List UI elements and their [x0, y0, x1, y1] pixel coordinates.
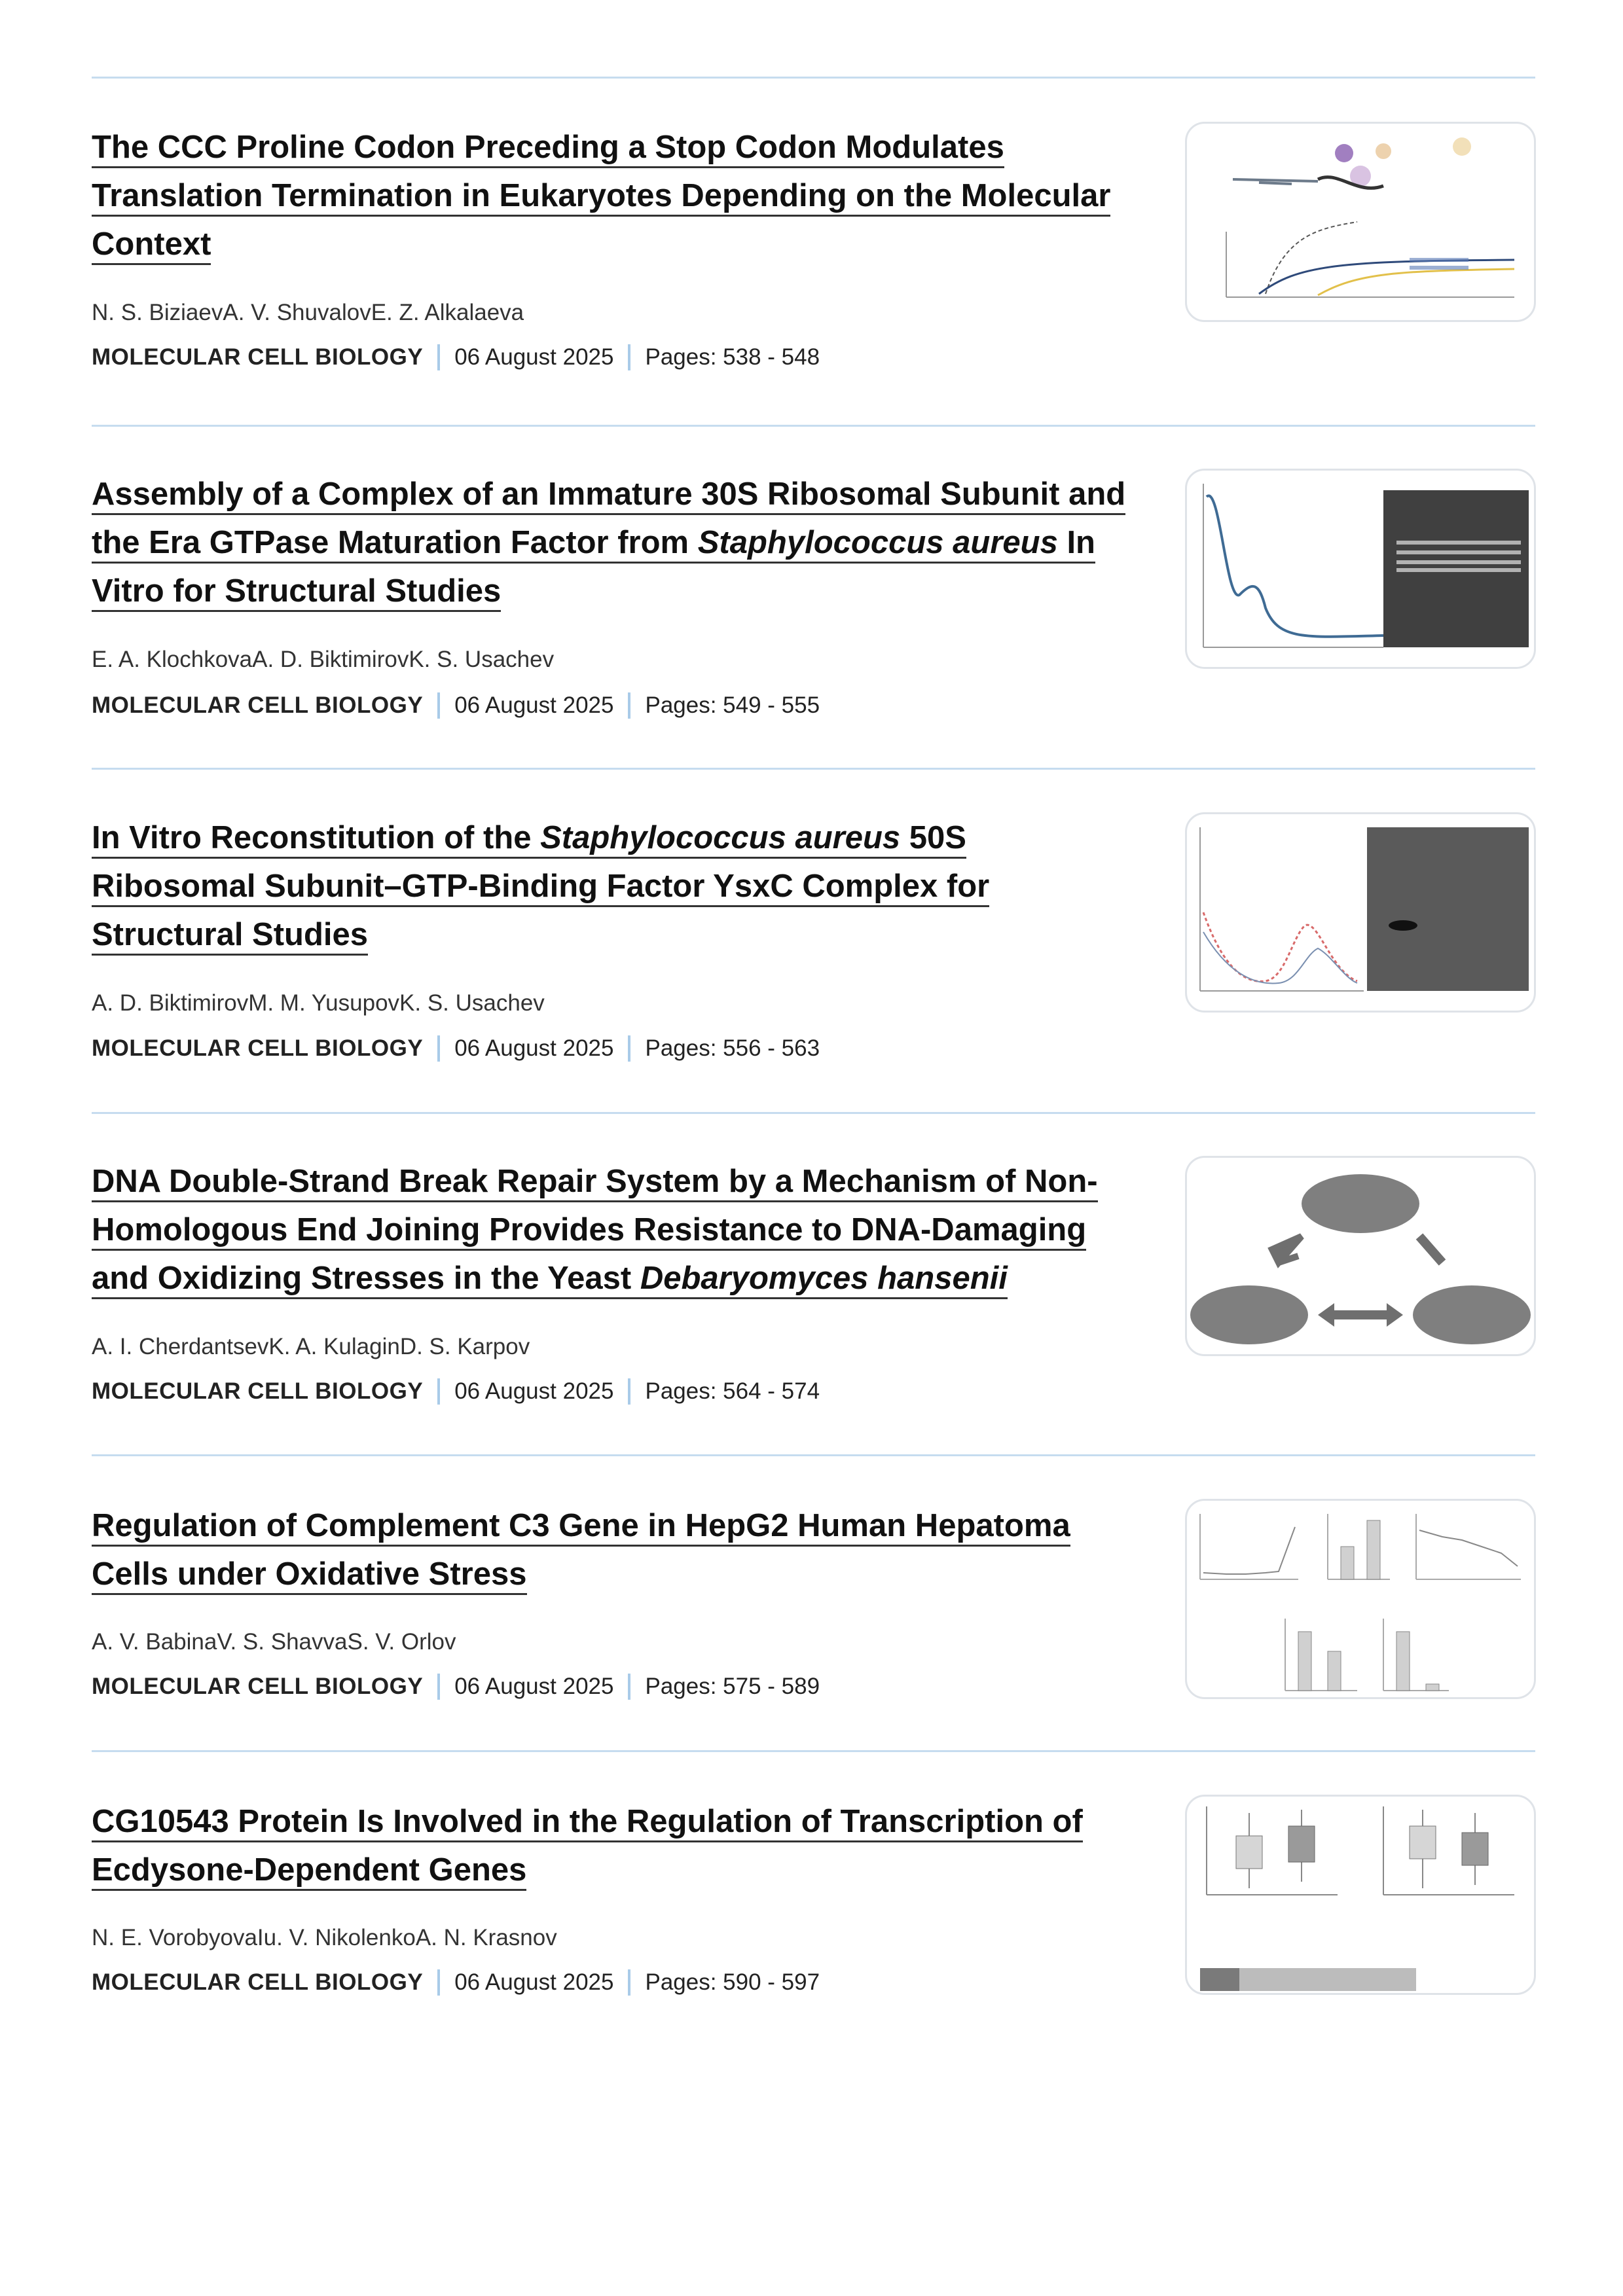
article-title[interactable] — [92, 1797, 1146, 1894]
divider — [92, 1112, 1535, 1114]
divider — [92, 1454, 1535, 1456]
title-text[interactable]: 50S — [900, 820, 966, 855]
article-title-link[interactable] — [92, 820, 989, 956]
section-label: MOLECULAR CELL BIOLOGY — [92, 1674, 424, 1699]
meta-separator — [437, 1674, 440, 1700]
article-title-link[interactable] — [92, 130, 1110, 265]
publish-date: 06 August 2025 — [454, 1969, 614, 1995]
kinetics-curve-figure-icon — [1187, 124, 1534, 320]
title-line[interactable] — [92, 1261, 1008, 1299]
title-line[interactable]: Vitro for Structural Studies — [92, 573, 501, 612]
article-authors: A. D. BiktimirovM. M. YusupovK. S. Usachev — [92, 990, 545, 1016]
article-authors: A. V. BabinaV. S. ShavvaS. V. Orlov — [92, 1629, 456, 1655]
article-title[interactable] — [92, 470, 1146, 615]
multi-panel-bar-charts-figure-icon — [1187, 1501, 1534, 1697]
section-label: MOLECULAR CELL BIOLOGY — [92, 1378, 424, 1404]
article-title[interactable] — [92, 123, 1146, 268]
title-line[interactable]: DNA Double-Strand Break Repair System by a Mechanism of Non- — [92, 1164, 1098, 1202]
title-line[interactable]: Assembly of a Complex of an Immature 30S Ribosomal Subunit and — [92, 476, 1125, 515]
article-title-link[interactable] — [92, 476, 1125, 612]
page-range: Pages: 590 - 597 — [645, 1969, 820, 1995]
meta-separator — [628, 1674, 630, 1700]
article-meta — [92, 1034, 820, 1063]
title-text[interactable]: In — [1057, 525, 1095, 560]
meta-separator — [628, 1969, 630, 1996]
title-line[interactable]: CG10543 Protein Is Involved in the Regulation of Transcription of — [92, 1804, 1083, 1842]
page-range: Pages: 575 - 589 — [645, 1674, 820, 1699]
article-figure-thumbnail[interactable] — [1185, 122, 1536, 322]
title-italic-species[interactable]: Staphylococcus aureus — [540, 820, 901, 855]
article-meta — [92, 1968, 820, 1997]
publish-date: 06 August 2025 — [454, 1035, 614, 1061]
divider — [92, 1750, 1535, 1752]
title-line[interactable]: Ribosomal Subunit–GTP-Binding Factor YsxC Complex for — [92, 869, 989, 907]
title-text[interactable]: and Oxidizing Stresses in the Yeast — [92, 1261, 640, 1296]
title-line[interactable]: Structural Studies — [92, 917, 368, 956]
article-title-link[interactable] — [92, 1804, 1083, 1891]
title-italic-species[interactable]: Debaryomyces hansenii — [640, 1261, 1008, 1296]
publish-date: 06 August 2025 — [454, 692, 614, 718]
publish-date: 06 August 2025 — [454, 1378, 614, 1404]
title-line[interactable]: Translation Termination in Eukaryotes Depending on the Molecular — [92, 178, 1110, 217]
divider — [92, 768, 1535, 770]
section-label: MOLECULAR CELL BIOLOGY — [92, 1035, 424, 1061]
article-title[interactable] — [92, 1501, 1146, 1598]
title-line[interactable] — [92, 820, 966, 859]
meta-separator — [437, 1969, 440, 1996]
meta-separator — [628, 1035, 630, 1062]
title-text[interactable]: In Vitro Reconstitution of the — [92, 820, 541, 855]
article-meta — [92, 1377, 820, 1406]
title-italic-species[interactable]: Staphylococcus aureus — [697, 525, 1058, 560]
section-label: MOLECULAR CELL BIOLOGY — [92, 1969, 424, 1995]
meta-separator — [628, 1378, 630, 1405]
sequence-identity-triangle-figure-icon — [1187, 1158, 1534, 1354]
gradient-profile-and-gel-figure-icon — [1187, 471, 1534, 667]
article-title-link[interactable] — [92, 1508, 1070, 1595]
title-text[interactable]: the Era GTPase Maturation Factor from — [92, 525, 698, 560]
article-authors: A. I. CherdantsevK. A. KulaginD. S. Karpov — [92, 1334, 530, 1359]
boxplots-figure-icon — [1187, 1797, 1534, 1993]
article-figure-thumbnail[interactable] — [1185, 1156, 1536, 1356]
page-range: Pages: 564 - 574 — [645, 1378, 820, 1404]
section-label: MOLECULAR CELL BIOLOGY — [92, 692, 424, 718]
article-authors: N. S. BiziaevA. V. ShuvalovE. Z. Alkalaeva — [92, 300, 524, 325]
page-range: Pages: 556 - 563 — [645, 1035, 820, 1061]
section-label: MOLECULAR CELL BIOLOGY — [92, 344, 424, 370]
article-figure-thumbnail[interactable] — [1185, 469, 1536, 669]
publish-date: 06 August 2025 — [454, 344, 614, 370]
title-line[interactable]: The CCC Proline Codon Preceding a Stop Codon Modulates — [92, 130, 1004, 168]
meta-separator — [628, 692, 630, 719]
meta-separator — [437, 1035, 440, 1062]
publish-date: 06 August 2025 — [454, 1674, 614, 1699]
article-title[interactable] — [92, 814, 1146, 959]
article-meta — [92, 343, 820, 372]
article-figure-thumbnail[interactable] — [1185, 812, 1536, 1013]
article-authors: E. A. KlochkovaA. D. BiktimirovK. S. Usachev — [92, 647, 555, 672]
divider — [92, 425, 1535, 427]
title-line[interactable]: Homologous End Joining Provides Resistance to DNA-Damaging — [92, 1212, 1086, 1251]
title-line[interactable]: Cells under Oxidative Stress — [92, 1556, 527, 1595]
divider — [92, 77, 1535, 79]
page-range: Pages: 549 - 555 — [645, 692, 820, 718]
article-title-link[interactable] — [92, 1164, 1098, 1299]
article-title[interactable] — [92, 1157, 1146, 1302]
article-figure-thumbnail[interactable] — [1185, 1499, 1536, 1699]
article-list-page — [92, 0, 1535, 2296]
fraction-profile-and-western-blot-figure-icon — [1187, 814, 1534, 1011]
meta-separator — [628, 344, 630, 370]
article-authors: N. E. VorobyovaIu. V. NikolenkoA. N. Krasnov — [92, 1925, 557, 1950]
title-line[interactable] — [92, 525, 1095, 564]
meta-separator — [437, 1378, 440, 1405]
page-range: Pages: 538 - 548 — [645, 344, 820, 370]
article-meta — [92, 691, 820, 720]
article-meta — [92, 1672, 820, 1701]
title-line[interactable]: Ecdysone-Dependent Genes — [92, 1852, 526, 1891]
title-line[interactable]: Context — [92, 226, 211, 265]
article-figure-thumbnail[interactable] — [1185, 1795, 1536, 1995]
meta-separator — [437, 344, 440, 370]
title-line[interactable]: Regulation of Complement C3 Gene in HepG2 Human Hepatoma — [92, 1508, 1070, 1547]
meta-separator — [437, 692, 440, 719]
